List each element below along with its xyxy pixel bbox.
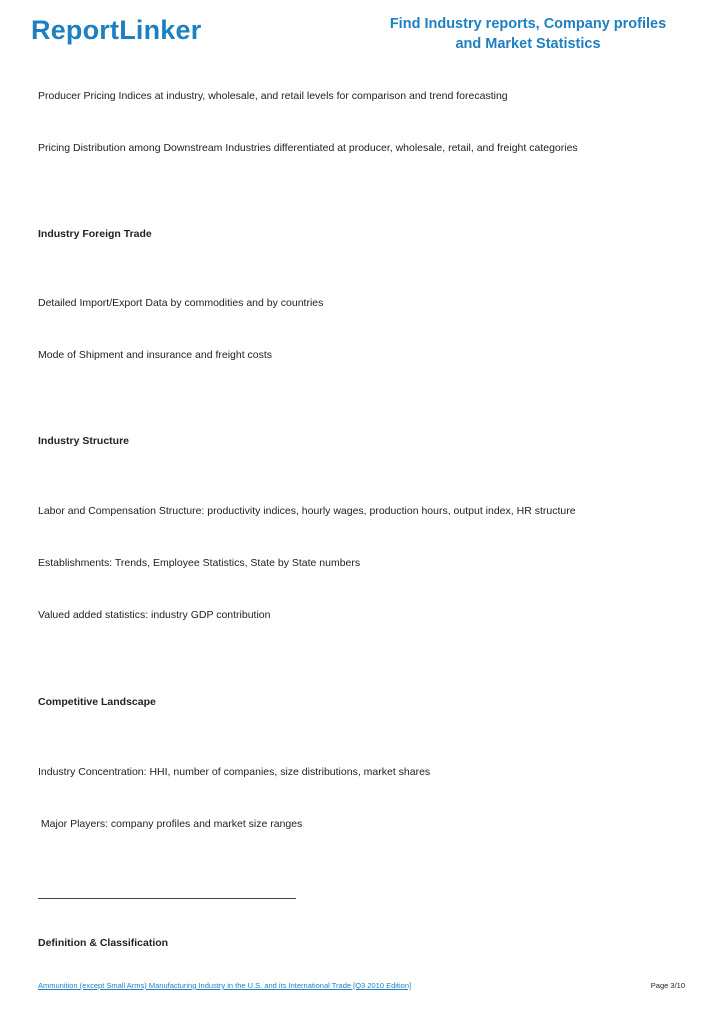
content-line-major-players: Major Players: company profiles and market size ranges [38,818,303,830]
content-line-producer-pricing: Producer Pricing Indices at industry, wholesale, and retail levels for comparison and trend forecasting [38,90,508,102]
divider-line [38,898,296,899]
section-heading-foreign-trade: Industry Foreign Trade [38,228,152,240]
content-line-establishments: Establishments: Trends, Employee Statistics, State by State numbers [38,557,361,569]
footer-report-link[interactable]: Ammunition (except Small Arms) Manufacturing Industry in the U.S. and its International Trade [Q3 2010 Edition] [38,981,412,990]
tagline-line-2: and Market Statistics [455,36,601,52]
content-line-mode-of-shipment: Mode of Shipment and insurance and freight costs [38,349,273,361]
content-line-import-export: Detailed Import/Export Data by commodities and by countries [38,297,324,309]
content-line-value-added: Valued added statistics: industry GDP contribution [38,609,271,621]
content-line-pricing-distribution: Pricing Distribution among Downstream Industries differentiated at producer, wholesale, retail, and freight categories [38,142,578,154]
section-heading-competitive-landscape: Competitive Landscape [38,696,156,708]
tagline-line-1: Find Industry reports, Company profiles [389,16,667,32]
page-number: Page 3/10 [650,981,685,990]
header-tagline [378,14,678,54]
content-line-industry-concentration: Industry Concentration: HHI, number of companies, size distributions, market shares [38,766,431,778]
section-heading-industry-structure: Industry Structure [38,435,130,447]
content-line-labor-compensation: Labor and Compensation Structure: productivity indices, hourly wages, production hours, output index, HR structure [38,505,576,517]
logo[interactable]: ReportLinker [31,15,202,45]
section-heading-definition: Definition & Classification [38,937,169,949]
